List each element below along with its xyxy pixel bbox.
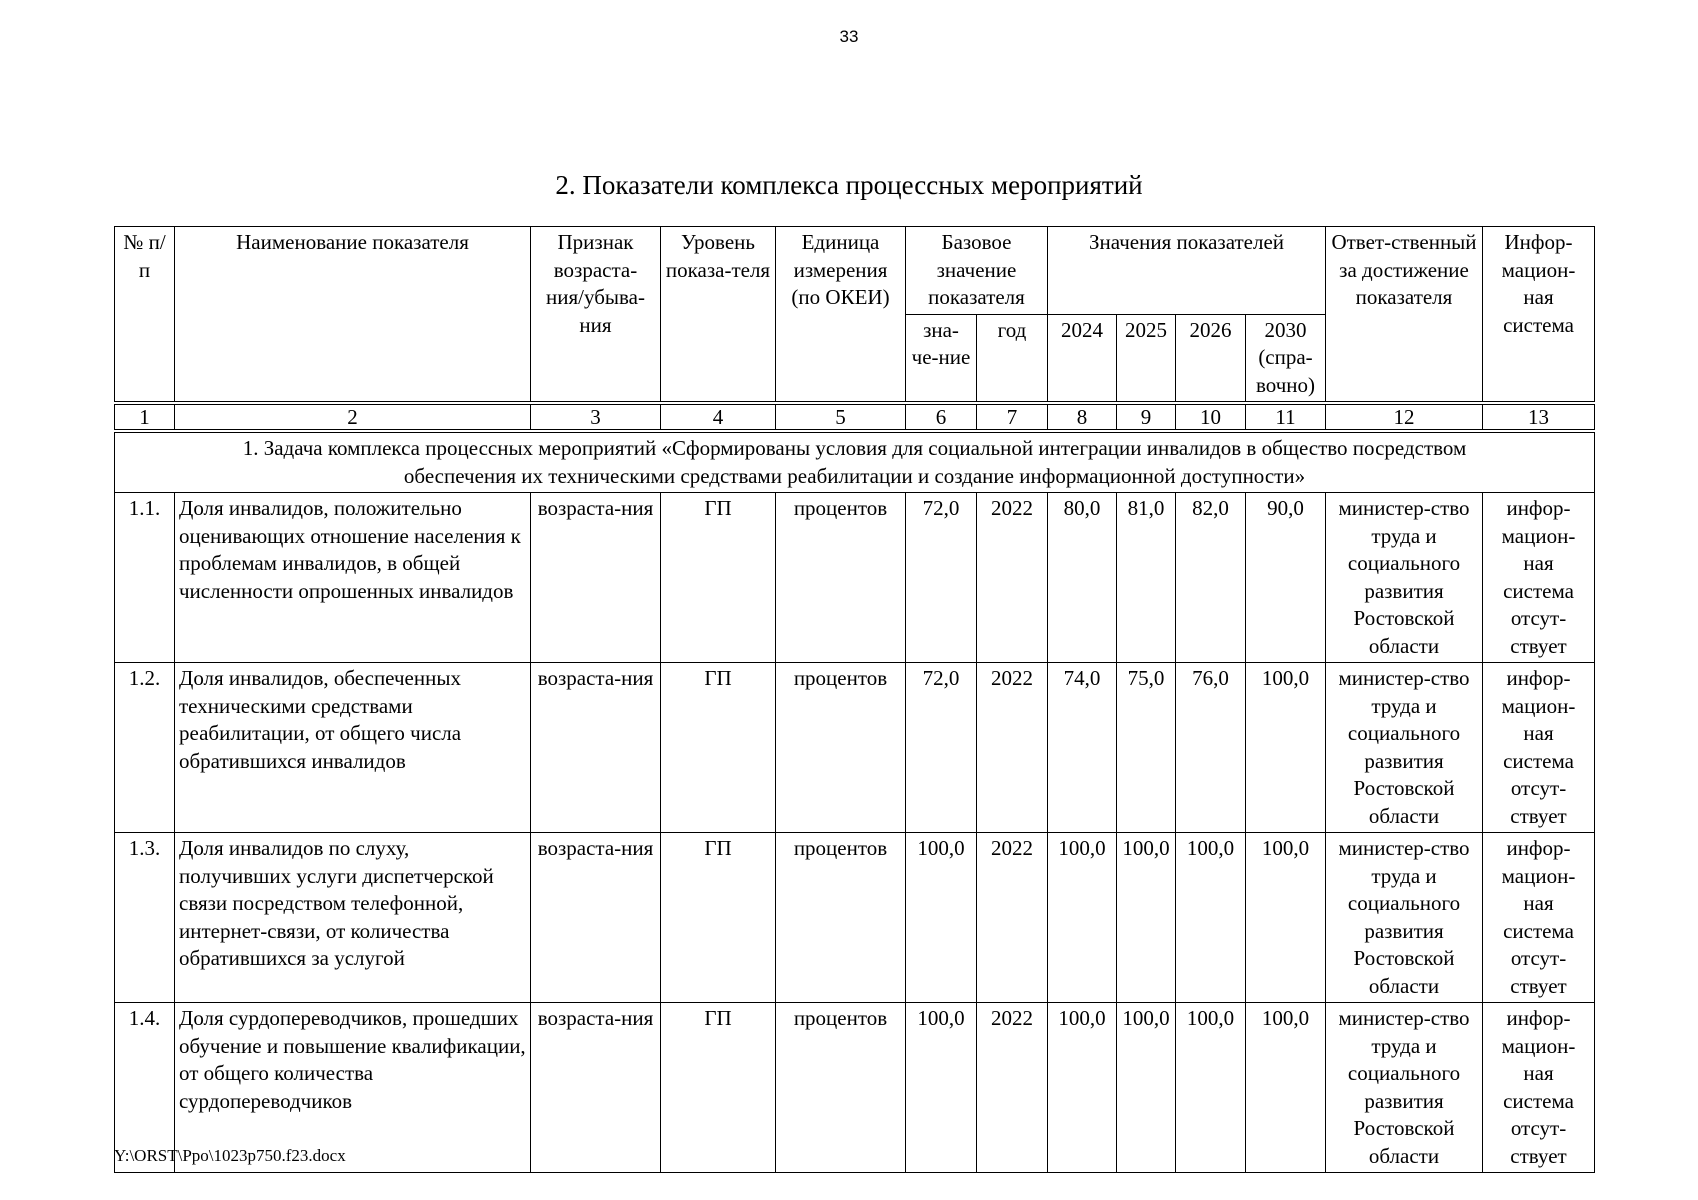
row-number: 1.1.	[115, 493, 175, 663]
value-2030: 100,0	[1246, 663, 1326, 833]
column-number: 11	[1246, 403, 1326, 431]
page-number: 33	[839, 27, 859, 46]
column-number: 7	[977, 403, 1048, 431]
responsible-party: министер-ство труда и социального развития Ростовской области	[1326, 663, 1483, 833]
info-system: инфор-мацион-ная система отсут-ствует	[1483, 663, 1595, 833]
responsible-party: министер-ство труда и социального развития Ростовской области	[1326, 493, 1483, 663]
indicator-name: Доля инвалидов, обеспеченных техническими средствами реабилитации, от общего числа обратившихся инвалидов	[175, 663, 531, 833]
info-system: инфор-мацион-ная система отсут-ствует	[1483, 833, 1595, 1003]
column-number: 4	[661, 403, 776, 431]
trend-sign: возраста-ния	[531, 663, 661, 833]
indicator-name: Доля инвалидов, положительно оценивающих отношение населения к проблемам инвалидов, в общей численности опрошенных инвалидов	[175, 493, 531, 663]
header-row-1	[115, 227, 1595, 315]
value-2026: 76,0	[1176, 663, 1246, 833]
value-2026: 100,0	[1176, 1003, 1246, 1173]
footer-file-path: Y:\ORST\Ppo\1023p750.f23.docx	[114, 1146, 346, 1165]
header-base: Базовое значение показателя	[906, 227, 1048, 315]
base-year: 2022	[977, 493, 1048, 663]
page-title: 2. Показатели комплекса процессных мероприятий	[555, 170, 1143, 200]
column-number: 5	[776, 403, 906, 431]
trend-sign: возраста-ния	[531, 833, 661, 1003]
indicators-table	[114, 226, 1595, 1173]
base-year: 2022	[977, 833, 1048, 1003]
column-number: 1	[115, 403, 175, 431]
value-2025: 100,0	[1117, 833, 1176, 1003]
unit-of-measure: процентов	[776, 493, 906, 663]
task-title: 1. Задача комплекса процессных мероприятий «Сформированы условия для социальной интеграции инвалидов в общество посредством обеспечения их техническими средствами реабилитации и создание информационной доступности»	[115, 431, 1595, 493]
value-2030: 90,0	[1246, 493, 1326, 663]
column-number: 9	[1117, 403, 1176, 431]
value-2030: 100,0	[1246, 1003, 1326, 1173]
header-name: Наименование показателя	[175, 227, 531, 404]
base-value: 100,0	[906, 833, 977, 1003]
column-number: 2	[175, 403, 531, 431]
indicator-level: ГП	[661, 663, 776, 833]
base-year: 2022	[977, 1003, 1048, 1173]
trend-sign: возраста-ния	[531, 1003, 661, 1173]
base-year: 2022	[977, 663, 1048, 833]
column-number: 13	[1483, 403, 1595, 431]
base-value: 72,0	[906, 663, 977, 833]
value-2024: 100,0	[1048, 833, 1117, 1003]
table-row	[115, 833, 1595, 1003]
header-sign: Признак возраста-ния/убыва-ния	[531, 227, 661, 404]
unit-of-measure: процентов	[776, 833, 906, 1003]
indicator-level: ГП	[661, 493, 776, 663]
row-number: 1.3.	[115, 833, 175, 1003]
header-values: Значения показателей	[1048, 227, 1326, 315]
column-numbers-row	[115, 403, 1595, 431]
table-row	[115, 493, 1595, 663]
row-number: 1.4.	[115, 1003, 175, 1173]
value-2024: 80,0	[1048, 493, 1117, 663]
table-row	[115, 663, 1595, 833]
header-unit: Единица измерения (по ОКЕИ)	[776, 227, 906, 404]
info-system: инфор-мацион-ная система отсут-ствует	[1483, 493, 1595, 663]
header-year-2025: 2025	[1117, 314, 1176, 403]
header-responsible: Ответ-ственный за достижение показателя	[1326, 227, 1483, 404]
base-value: 72,0	[906, 493, 977, 663]
row-number: 1.2.	[115, 663, 175, 833]
value-2025: 100,0	[1117, 1003, 1176, 1173]
task-row	[115, 431, 1595, 493]
base-value: 100,0	[906, 1003, 977, 1173]
value-2026: 100,0	[1176, 833, 1246, 1003]
header-base-year: год	[977, 314, 1048, 403]
header-base-value: зна-че-ние	[906, 314, 977, 403]
header-year-2030: 2030 (спра-вочно)	[1246, 314, 1326, 403]
info-system: инфор-мацион-ная система отсут-ствует	[1483, 1003, 1595, 1173]
indicator-name: Доля инвалидов по слуху, получивших услуги диспетчерской связи посредством телефонной, интернет-связи, от количества обратившихся за услугой	[175, 833, 531, 1003]
value-2024: 100,0	[1048, 1003, 1117, 1173]
value-2026: 82,0	[1176, 493, 1246, 663]
value-2030: 100,0	[1246, 833, 1326, 1003]
column-number: 3	[531, 403, 661, 431]
responsible-party: министер-ство труда и социального развития Ростовской области	[1326, 1003, 1483, 1173]
column-number: 12	[1326, 403, 1483, 431]
unit-of-measure: процентов	[776, 1003, 906, 1173]
header-info-system: Инфор-мацион-ная система	[1483, 227, 1595, 404]
indicator-name: Доля сурдопереводчиков, прошедших обучение и повышение квалификации, от общего количества сурдопереводчиков	[175, 1003, 531, 1173]
header-num: № п/п	[115, 227, 175, 404]
value-2025: 81,0	[1117, 493, 1176, 663]
header-year-2024: 2024	[1048, 314, 1117, 403]
responsible-party: министер-ство труда и социального развития Ростовской области	[1326, 833, 1483, 1003]
value-2025: 75,0	[1117, 663, 1176, 833]
header-year-2026: 2026	[1176, 314, 1246, 403]
indicator-level: ГП	[661, 833, 776, 1003]
header-level: Уровень показа-теля	[661, 227, 776, 404]
indicator-level: ГП	[661, 1003, 776, 1173]
unit-of-measure: процентов	[776, 663, 906, 833]
column-number: 6	[906, 403, 977, 431]
column-number: 10	[1176, 403, 1246, 431]
value-2024: 74,0	[1048, 663, 1117, 833]
column-number: 8	[1048, 403, 1117, 431]
trend-sign: возраста-ния	[531, 493, 661, 663]
